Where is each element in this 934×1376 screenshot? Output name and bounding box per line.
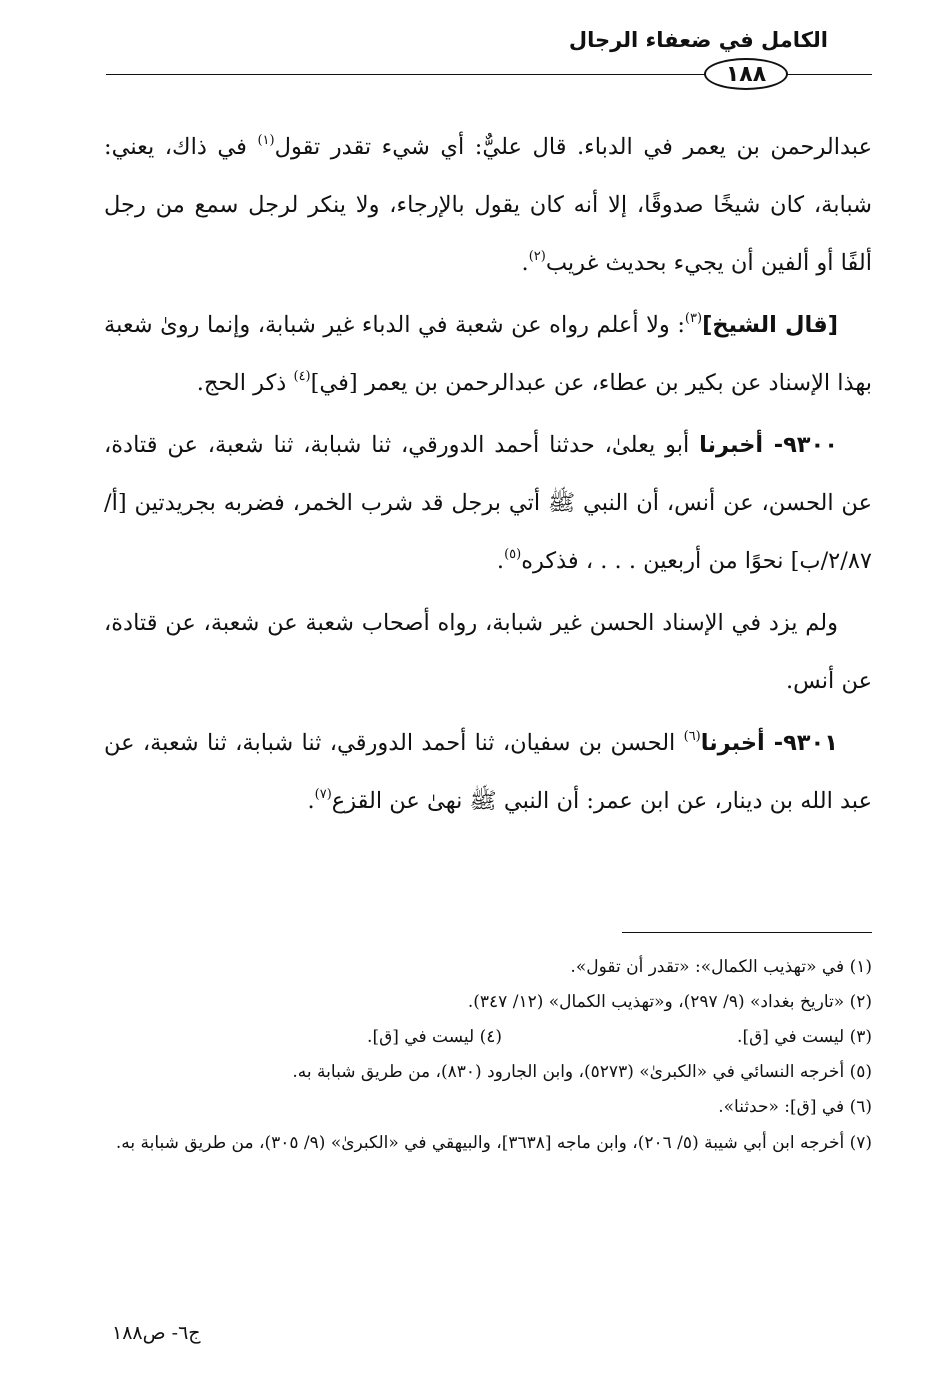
hadith-number: ٩٣٠١- — [764, 730, 839, 756]
paragraph-1 — [104, 118, 872, 292]
text-run: ولم يزد في الإسناد الحسن غير شبابة، رواه أصحاب شعبة عن شعبة، عن قتادة، عن أنس. — [104, 610, 872, 694]
sheikh-label: [قال الشيخ] — [702, 312, 838, 338]
volume-page-reference: ج٦- ص١٨٨ — [112, 1322, 201, 1344]
narration-verb: أخبرنا — [700, 730, 765, 756]
hadith-9300 — [104, 416, 872, 590]
paragraph-4 — [104, 594, 872, 710]
hadith-9301 — [104, 714, 872, 830]
hadith-number: ٩٣٠٠- — [763, 432, 838, 458]
text-run: أبو يعلىٰ، حدثنا أحمد الدورقي، ثنا شبابة، ثنا شعبة، عن قتادة، عن الحسن، عن أنس، أن النبي ﷺ أتي برجل قد شرب الخمر، فضربه بجريدتين [أ/٢/٨٧/ب] نحوًا من أربعين . . . ، فذكره — [104, 432, 872, 574]
text-run: في ذاك، يعني: شبابة، كان شيخًا صدوقًا، إلا أنه كان يقول بالإرجاء، ولا ينكر لرجل سمع من رجل ألفًا أو ألفين أن يجيء بحديث غريب — [104, 134, 872, 276]
footnote-3: (٣) ليست في [ق]. — [737, 1027, 872, 1047]
footnote-4: (٤) ليست في [ق]. — [367, 1027, 502, 1047]
footnote-5: (٥) أخرجه النسائي في «الكبرىٰ» (٥٢٧٣)، وابن الجارود (٨٣٠)، من طريق شبابة به. — [292, 1062, 872, 1082]
footnote-ref-3: (٣) — [684, 311, 703, 326]
footnote-ref-4: (٤) — [293, 369, 311, 384]
text-run: عبدالرحمن بن يعمر في الدباء. قال عليٌّ: أي شيء تقدر تقول — [274, 134, 872, 160]
footnote-2: (٢) «تاريخ بغداد» (٩/ ٢٩٧)، و«تهذيب الكمال» (١٢/ ٣٤٧). — [467, 992, 872, 1012]
text-run: . — [521, 250, 529, 276]
footnote-separator — [622, 932, 872, 933]
footnote-row-3-4 — [104, 1020, 872, 1055]
text-run: . — [307, 788, 315, 814]
footnote-7: (٧) أخرجه ابن أبي شيبة (٥/ ٢٠٦)، وابن ماجه [٣٦٣٨]، والبيهقي في «الكبرىٰ» (٩/ ٣٠٥)، من طريق شبابة به. — [115, 1133, 872, 1153]
footnote-ref-6: (٦) — [683, 729, 701, 744]
footnote-ref-1: (١) — [257, 133, 275, 148]
page-number: ١٨٨ — [725, 61, 767, 87]
page-number-badge — [704, 58, 788, 90]
main-text — [104, 118, 872, 830]
footnote-ref-7: (٧) — [314, 787, 332, 802]
footnote-1: (١) في «تهذيب الكمال»: «تقدر أن تقول». — [570, 957, 872, 977]
text-run: الحسن بن سفيان، ثنا أحمد الدورقي، ثنا شبابة، ثنا شعبة، عن عبد الله بن دينار، عن ابن عمر: أن النبي ﷺ نهىٰ عن القزع — [104, 730, 872, 814]
footnote-6: (٦) في [ق]: «حدثنا». — [718, 1097, 872, 1117]
footnote-ref-5: (٥) — [504, 547, 522, 562]
text-run: ذكر الحج. — [196, 370, 294, 396]
footnotes — [104, 950, 872, 1158]
text-run: . — [496, 548, 505, 574]
paragraph-2 — [104, 296, 872, 412]
text-run: : ولا أعلم رواه عن شعبة في الدباء غير شبابة، وإنما روىٰ شعبة بهذا الإسناد عن بكير بن عطاء، عن عبدالرحمن بن يعمر [في] — [104, 312, 872, 396]
footnote-ref-2: (٢) — [528, 249, 546, 264]
book-title: الكامل في ضعفاء الرجال — [568, 28, 828, 52]
narration-verb: أخبرنا — [699, 432, 764, 458]
